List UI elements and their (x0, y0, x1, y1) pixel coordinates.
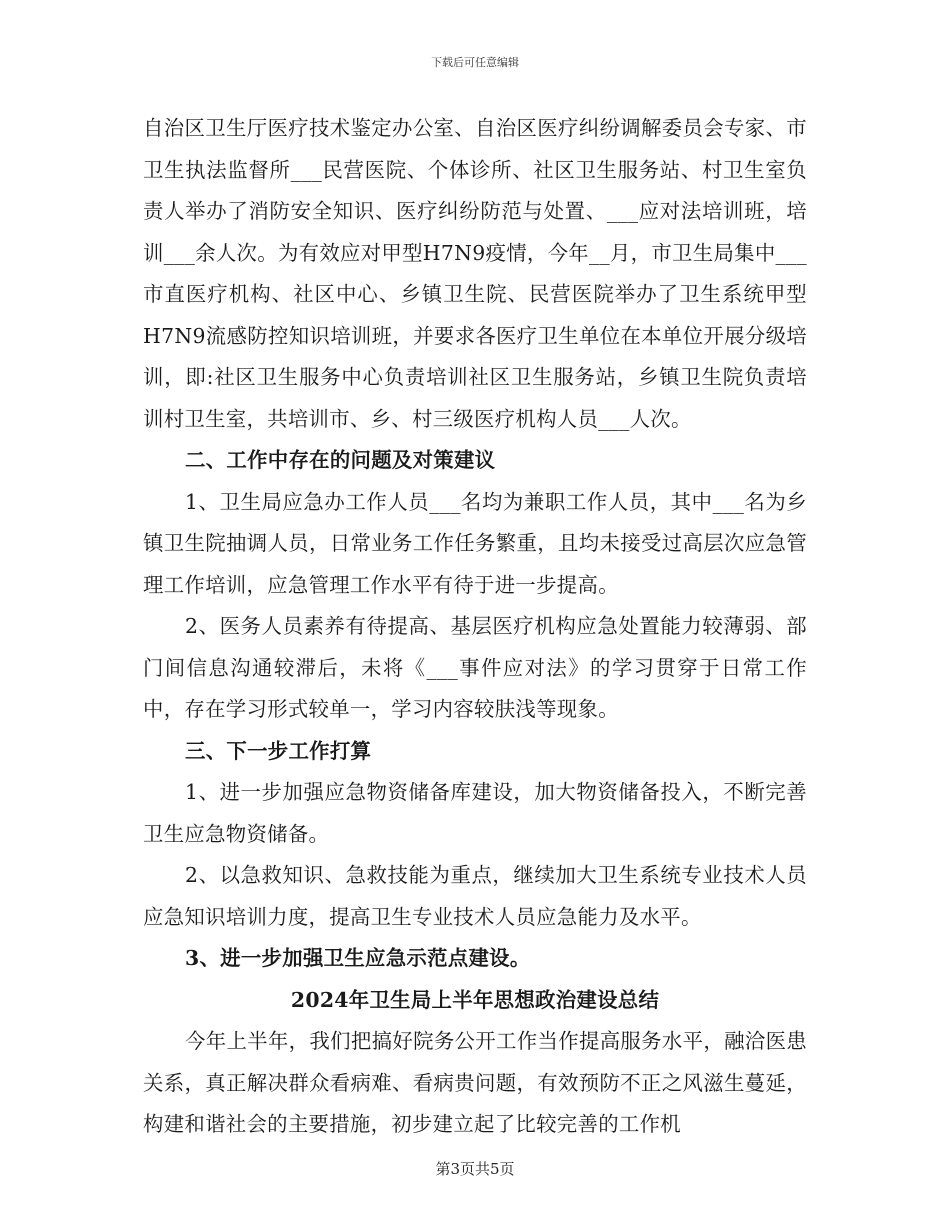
section-heading: 三、下一步工作打算 (185, 738, 372, 763)
page-footer: 第3页共5页 (435, 1160, 515, 1178)
body-paragraph: 自治区卫生厅医疗技术鉴定办公室、自治区医疗纠纷调解委员会专家、市卫生执法监督所___民营医院、个体诊所、社区卫生服务站、村卫生室负责人举办了消防安全知识、医疗纠纷防范与处置、___应对法培训班，培训___余人次。为有效应对甲型H7N9疫情，今年__月，市卫生局集中___市直医疗机构、社区中心、乡镇卫生院、民营医院举办了卫生系统甲型H7N9流感防控知识培训班，并要求各医疗卫生单位在本单位开展分级培训，即:社区卫生服务中心负责培训社区卫生服务站，乡镇卫生院负责培训村卫生室，共培训市、乡、村三级医疗机构人员___人次。 (143, 116, 807, 431)
body-paragraph: 1、卫生局应急办工作人员___名均为兼职工作人员，其中___名为乡镇卫生院抽调人员，日常业务工作任务繁重，且均未接受过高层次应急管理工作培训，应急管理工作水平有待于进一步提高。 (143, 489, 807, 597)
body-paragraph: 2、医务人员素养有待提高、基层医疗机构应急处置能力较薄弱、部门间信息沟通较滞后，未将《___事件应对法》的学习贯穿于日常工作中，存在学习形式较单一，学习内容较肤浅等现象。 (143, 614, 807, 721)
document-title: 2024年卫生局上半年思想政治建设总结 (290, 987, 660, 1012)
section-heading: 二、工作中存在的问题及对策建议 (185, 448, 496, 472)
page-header: 下载后可任意编辑 (431, 56, 519, 69)
body-paragraph: 2、以急救知识、急救技能为重点，继续加大卫生系统专业技术人员应急知识培训力度，提高卫生专业技术人员应急能力及水平。 (143, 863, 807, 929)
body-paragraph: 今年上半年，我们把搞好院务公开工作当作提高服务水平，融洽医患关系，真正解决群众看病难、看病贵问题，有效预防不正之风滋生蔓延，构建和谐社会的主要措施，初步建立起了比较完善的工作机 (143, 1029, 807, 1136)
document-body (143, 108, 807, 1146)
bold-item: 3、进一步加强卫生应急示范点建设。 (185, 946, 531, 970)
body-paragraph: 1、进一步加强应急物资储备库建设，加大物资储备投入，不断完善卫生应急物资储备。 (143, 780, 807, 846)
